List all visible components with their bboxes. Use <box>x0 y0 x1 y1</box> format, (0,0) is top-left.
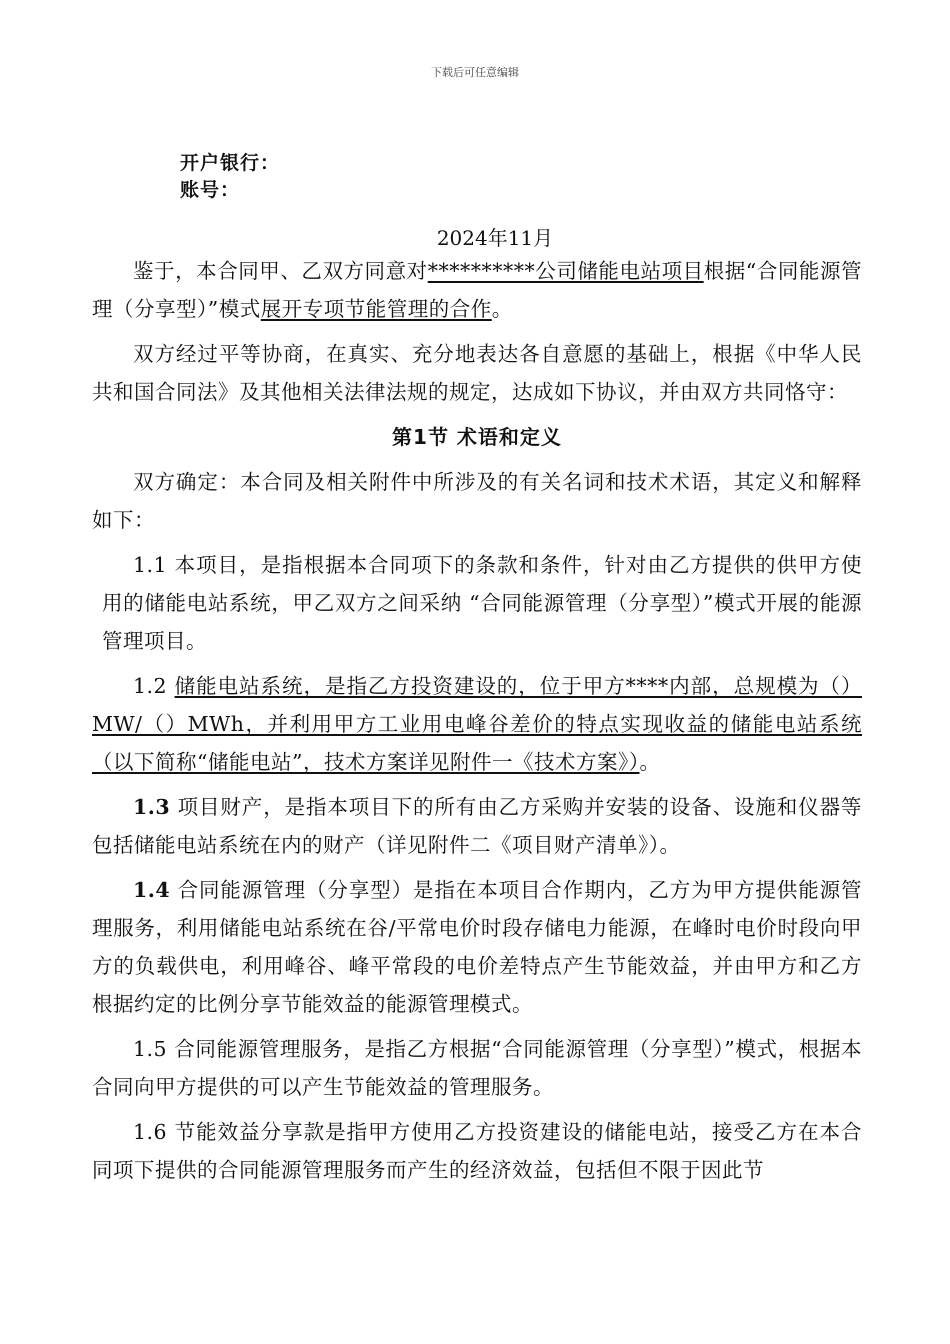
preamble-text: 。 <box>491 297 513 321</box>
clause-1-4 <box>92 871 862 1023</box>
clause-1-1: 1.1 本项目，是指根据本合同项下的条款和条件，针对由乙方提供的供甲方使用的储能电站系统，甲乙双方之间采纳 “合同能源管理（分享型）”模式开展的能源管理项目。 <box>102 553 862 653</box>
account-label: 账号： <box>180 179 241 201</box>
clause-1-3 <box>92 788 862 864</box>
document-body <box>92 252 862 1196</box>
page-header: 下载后可任意编辑 <box>431 66 519 79</box>
preamble-text: 鉴于，本合同甲、乙双方同意对 <box>133 259 428 283</box>
clause-1-2 <box>92 667 862 781</box>
clause-end: 。 <box>639 750 661 774</box>
preamble-paragraph-1 <box>92 252 862 328</box>
preamble-text: 根据“合同能源管理（分享型）”模式 <box>92 259 863 321</box>
clause-text: 项目财产，是指本项目下的所有由乙方采购并安装的设备、设施和仪器等包括储能电站系统在内的财产（详见附件二《项目财产清单》）。 <box>92 795 862 857</box>
cooperation-text: 展开专项节能管理的合作 <box>260 297 492 321</box>
clause-number: 1.4 <box>133 878 171 902</box>
clause-text: 合同能源管理（分享型）是指在本项目合作期内，乙方为甲方提供能源管理服务，利用储能电站系统在谷/平常电价时段存储电力能源，在峰时电价时段向甲方的负载供电，利用峰谷、峰平常段的电价差特点产生节能效益，并由甲方和乙方根据约定的比例分享节能效益的能源管理模式。 <box>92 878 862 1016</box>
document-date: 2024年11月 <box>436 226 554 250</box>
clause-number: 1.2 <box>133 674 175 698</box>
section-intro: 双方确定：本合同及相关附件中所涉及的有关名词和技术术语，其定义和解释如下： <box>92 470 862 532</box>
clause-1-5: 1.5 合同能源管理服务，是指乙方根据“合同能源管理（分享型）”模式，根据本合同向甲方提供的可以产生节能效益的管理服务。 <box>92 1037 862 1099</box>
clause-number: 1.3 <box>133 795 171 819</box>
project-name: **********公司储能电站项目 <box>427 259 704 283</box>
preamble-paragraph-2: 双方经过平等协商，在真实、充分地表达各自意愿的基础上，根据《中华人民共和国合同法》及其他相关法律法规的规定，达成如下协议，并由双方共同恪守： <box>92 342 862 404</box>
clause-text: 储能电站系统，是指乙方投资建设的，位于甲方****内部，总规模为（）MW/（）MWh，并利用甲方工业用电峰谷差价的特点实现收益的储能电站系统（以下简称“储能电站”，技术方案详见附件一《技术方案》） <box>92 674 863 774</box>
bank-label: 开户银行： <box>180 152 281 174</box>
clause-1-6: 1.6 节能效益分享款是指甲方使用乙方投资建设的储能电站，接受乙方在本合同项下提供的合同能源管理服务而产生的经济效益，包括但不限于因此节 <box>92 1120 862 1182</box>
section-title: 第1节 术语和定义 <box>392 425 562 449</box>
